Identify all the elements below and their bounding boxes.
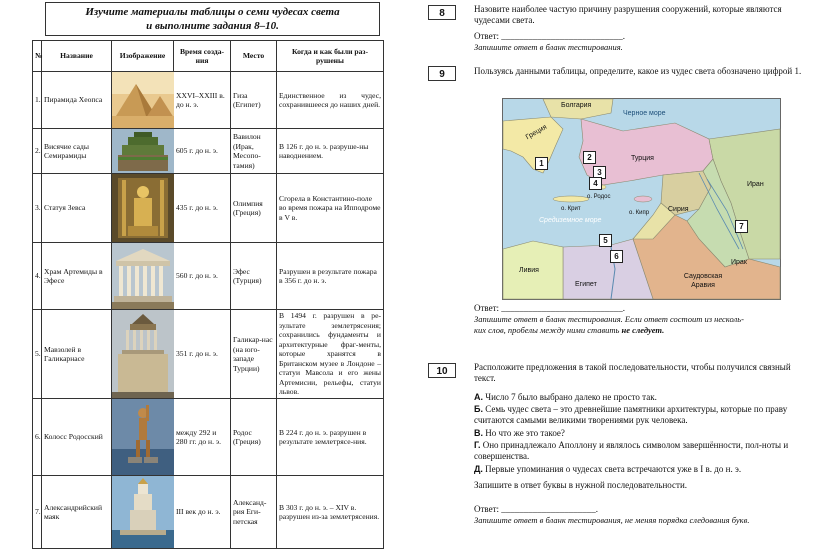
map-marker-3: 3 [593,166,606,179]
question-10-number: 10 [428,363,456,378]
header-number: № [33,41,42,72]
question-10-instruction: Запишите в ответ буквы в нужной последовательности. [474,480,688,490]
option-d-text: Оно принадлежало Аполлону и являлось символом завершённости, пол-ноты и совершенства. [474,440,789,461]
row-time: XXVI–XXIII в. до н. э. [174,72,231,129]
map-marker-2: 2 [583,151,596,164]
option-b [474,404,804,426]
map-label-syria: Сирия [668,206,689,213]
row-name: Колосс Родосский [42,399,112,476]
header-time: Время созда-ния [174,41,231,72]
question-9-note [474,314,804,336]
row-fate: В 1494 г. разрушен в ре-зультате землетрясения; сохранились фундаменты и архитектурные фраг-менты, которые хранятся в Британском музее в Лондоне – статуи Мавсола и его жены Артемисии, рельефы, статуи львов. [277,310,384,399]
map-marker-6: 6 [610,250,623,263]
row-number: 1. [33,72,42,129]
row-time: 351 г. до н. э. [174,310,231,399]
row-place: Галикар-нас (на юго-западе Турции) [231,310,277,399]
map-label-iraq: Ирак [731,259,747,266]
question-10-text: Расположите предложения в такой последовательности, чтобы получился связный текст. [474,362,791,383]
option-c-text: Но что же это такое? [485,428,565,438]
pyramid-image [112,72,174,129]
question-9-text: Пользуясь данными таблицы, определите, какое из чудес света обозначено цифрой 1. [474,66,802,76]
row-fate: Разрушен в результате пожара в 356 г. до н. э. [277,243,384,310]
option-a-text: Число 7 было выбрано далеко не просто так. [485,392,657,402]
map-label-libya: Ливия [519,267,539,274]
row-name: Статуя Зевса [42,174,112,243]
map-label-crete: о. Крит [561,206,581,212]
row-name: Александрийский маяк [42,476,112,549]
lighthouse-image [112,476,174,549]
row-name: Храм Артемиды в Эфесе [42,243,112,310]
map-marker-5: 5 [599,234,612,247]
table-row [33,399,384,476]
map-marker-1: 1 [535,157,548,170]
question-9-note-line1: Запишите ответ в бланк тестирования. Если ответ состоит из несколь- [474,314,744,324]
row-fate: Единственное из чудес, сохранившееся до наших дней. [277,72,384,129]
map-marker-4: 4 [589,177,602,190]
map-label-egypt: Египет [575,281,597,288]
zeus-statue-image [112,174,174,243]
map-label-mediterranean: Средиземное море [539,217,602,224]
row-number: 7. [33,476,42,549]
gardens-image [112,129,174,174]
option-e [474,464,804,475]
option-d [474,440,804,462]
temple-image [112,243,174,310]
map [502,98,781,300]
row-place: Родос (Греция) [231,399,277,476]
header-image: Изображение [112,41,174,72]
header-place: Место [231,41,277,72]
row-fate: В 126 г. до н. э. разруше-ны наводнением. [277,129,384,174]
map-label-rhodes: о. Родос [587,194,611,200]
table-row [33,243,384,310]
mausoleum-image [112,310,174,399]
map-label-bulgaria: Болгария [561,102,592,109]
question-9-note-emphasis: не следует. [621,325,665,335]
row-time: между 292 и 280 гг. до н. э. [174,399,231,476]
row-name: Мавзолей в Галикарнасе [42,310,112,399]
row-time: 560 г. до н. э. [174,243,231,310]
map-label-cyprus: о. Кипр [629,210,650,216]
question-8-note: Запишите ответ в бланк тестирования. [474,42,623,52]
row-place: Гиза (Египет) [231,72,277,129]
row-time: 435 г. до н. э. [174,174,231,243]
table-row [33,129,384,174]
option-c-key: В. [474,428,483,438]
option-b-text: Семь чудес света – это древнейшие памятники архитектуры, которые по праву считаются самыми великими творениями рук человека. [474,404,788,425]
question-8-answer[interactable]: Ответ: ___________________________. [474,31,626,41]
map-marker-7: 7 [735,220,748,233]
question-8-text: Назовите наиболее частую причину разрушения сооружений, которые являются чудесами света. [474,4,782,25]
option-d-key: Г. [474,440,481,450]
question-9-number: 9 [428,66,456,81]
table-title-line1: Изучите материалы таблицы о семи чудесах света [85,6,340,18]
row-fate: Сгорела в Константино-поле во время пожара на Ипподроме в V в. [277,174,384,243]
map-label-black-sea: Черное море [623,110,666,117]
map-label-turkey: Турция [631,155,654,162]
table-row [33,476,384,549]
table-title-line2: и выполните задания 8–10. [146,20,279,32]
question-10-note: Запишите ответ в бланк тестирования, не меняя порядка следования букв. [474,515,750,525]
row-number: 5. [33,310,42,399]
table-title [45,2,380,36]
table-row [33,72,384,129]
map-label-saudi-arabia: Саудовская Аравия [683,273,723,289]
option-c [474,428,804,439]
question-8-number: 8 [428,5,456,20]
row-number: 2. [33,129,42,174]
header-fate: Когда и как были раз-рушены [277,41,384,72]
question-10-answer[interactable]: Ответ: _____________________. [474,504,599,514]
row-name: Висячие сады Семирамиды [42,129,112,174]
row-number: 3. [33,174,42,243]
row-place: Вавилон (Ирак, Месопо-тамия) [231,129,277,174]
option-a-key: А. [474,392,483,402]
row-time: III век до н. э. [174,476,231,549]
option-e-text: Первые упоминания о чудесах света встречаются уже в I в. до н. э. [485,464,742,474]
option-b-key: Б. [474,404,483,414]
row-number: 6. [33,399,42,476]
option-e-key: Д. [474,464,483,474]
table-row [33,174,384,243]
table-row [33,310,384,399]
row-fate: В 224 г. до н. э. разрушен в результате землетрясе-ния. [277,399,384,476]
row-number: 4. [33,243,42,310]
question-9-answer[interactable]: Ответ: ___________________________. [474,303,626,313]
row-name: Пирамида Хеопса [42,72,112,129]
option-a [474,392,804,403]
table-header-row [33,41,384,72]
question-9-note-line2: ких слов, пробелы между ними ставить [474,325,622,335]
row-place: Эфес (Турция) [231,243,277,310]
row-fate: В 303 г. до н. э. – XIV в. разрушен из-за землетрясения. [277,476,384,549]
row-time: 605 г. до н. э. [174,129,231,174]
header-name: Название [42,41,112,72]
colossus-image [112,399,174,476]
row-place: Александ-рия Еги-петская [231,476,277,549]
map-label-greece: Греция [524,123,549,142]
map-label-iran: Иран [747,181,764,188]
row-place: Олимпия (Греция) [231,174,277,243]
wonders-table [32,40,384,549]
